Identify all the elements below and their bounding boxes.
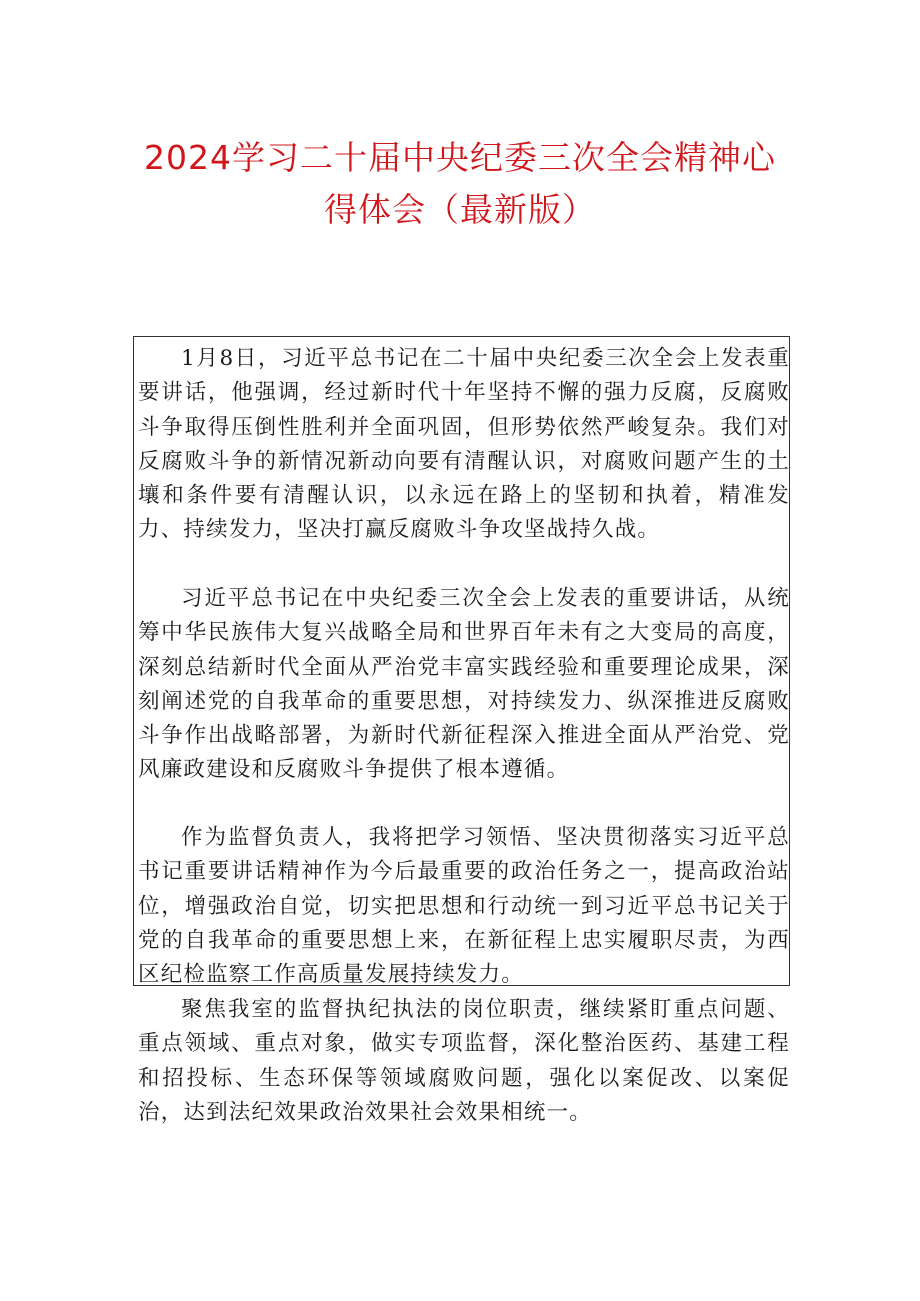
paragraph-3: 作为监督负责人，我将把学习领悟、坚决贯彻落实习近平总书记重要讲话精神作为今后最重要的政治任务之一，提高政治站位，增强政治自觉，切实把思想和行动统一到习近平总书记关于党的自我革命的重要思想上来，在新征程上忠实履职尽责，为西区纪检监察工作高质量发展持续发力。 — [138, 825, 790, 988]
document-title — [120, 132, 800, 236]
title-line-1: 2024学习二十届中央纪委三次全会精神心 — [144, 138, 776, 177]
paragraph-1: 1月8日，习近平总书记在二十届中央纪委三次全会上发表重要讲话，他强调，经过新时代十年坚持不懈的强力反腐，反腐败斗争取得压倒性胜利并全面巩固，但形势依然严峻复杂。我们对反腐败斗争的新情况新动向要有清醒认识，对腐败问题产生的土壤和条件要有清醒认识，以永远在路上的坚韧和执着，精准发力、持续发力，坚决打赢反腐败斗争攻坚战持久战。 — [138, 346, 790, 543]
paragraph-2: 习近平总书记在中央纪委三次全会上发表的重要讲话，从统筹中华民族伟大复兴战略全局和世界百年未有之大变局的高度，深刻总结新时代全面从严治党丰富实践经验和重要理论成果，深刻阐述党的自我革命的重要思想，对持续发力、纵深推进反腐败斗争作出战略部署，为新时代新征程深入推进全面从严治党、党风廉政建设和反腐败斗争提供了根本遵循。 — [138, 586, 790, 783]
paragraph-4: 聚焦我室的监督执纪执法的岗位职责，继续紧盯重点问题、重点领域、重点对象，做实专项监督，深化整治医药、基建工程和招投标、生态环保等领域腐败问题，强化以案促改、以案促治，达到法纪效果政治效果社会效果相统一。 — [138, 997, 790, 1125]
title-line-2: 得体会（最新版） — [324, 190, 596, 229]
